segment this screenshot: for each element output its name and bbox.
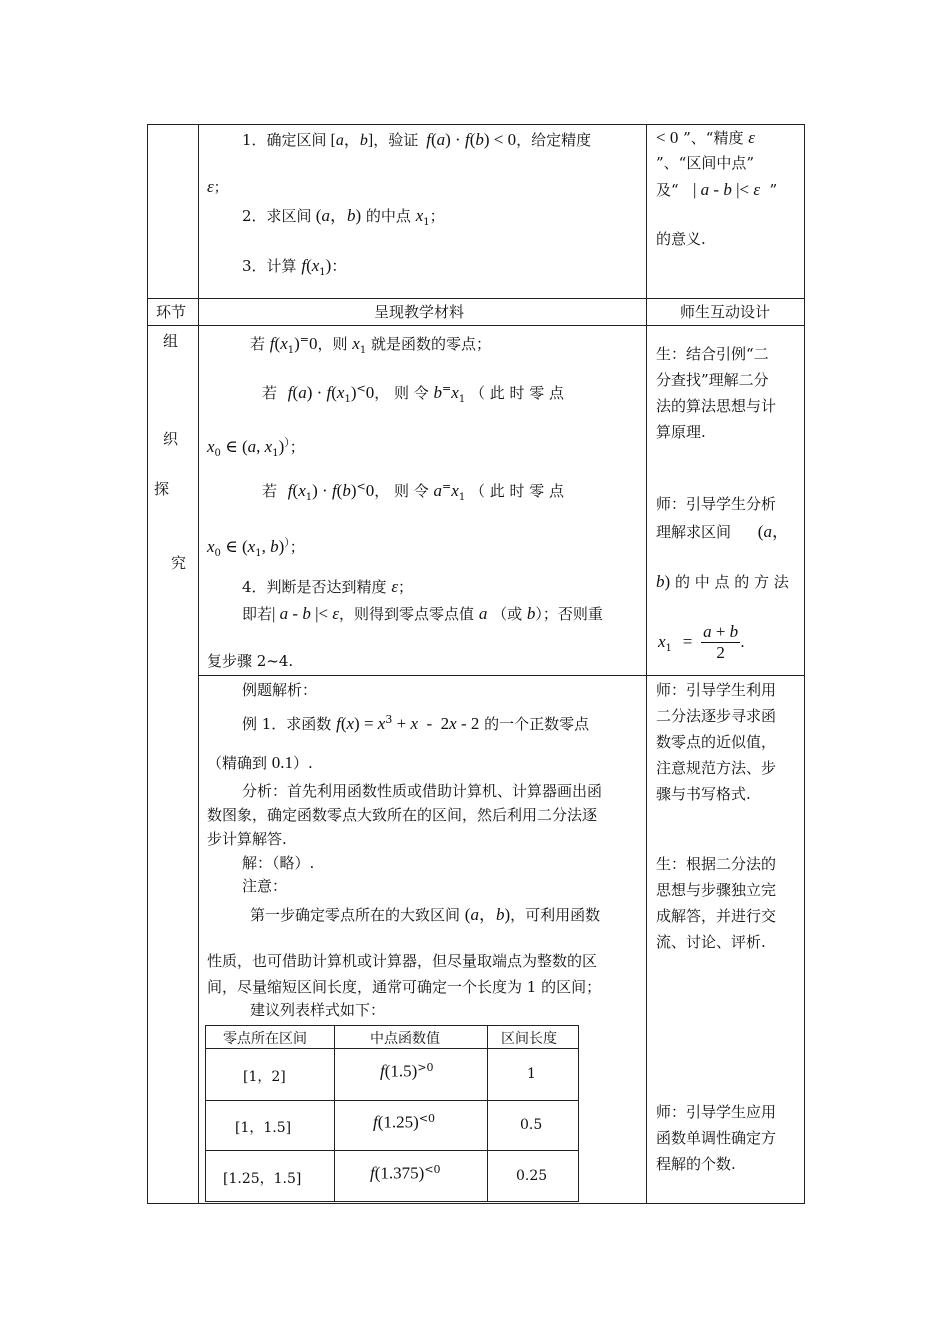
mid-right-5: 师：引导学生分析 [656,495,777,513]
case-right-interval: $x_0$ ∈ ($x_1$, b)）； [207,536,305,559]
stage-char-3: 探 [154,480,170,498]
table-cell-interval-2: [1，1.5] [235,1120,292,1136]
ex-right-4: 注意规范方法、步 [656,759,777,777]
case-right: 若 $f(x_1) \cdot f(b)^<0$， 则 令 $a^=x_1$ （ 此 时 零 点 [262,480,565,503]
midpoint-formula: $x_1$ = $\frac{a + b}{2}$ . [658,622,745,663]
case-left: 若 $f(a) \cdot f(x_1)^<0$， 则 令 $b^=x_1$ （ 此 时 零 点 [262,382,565,405]
table-cell-length-2: 0.5 [520,1117,543,1133]
solution: 解：（略）. [242,854,315,872]
note-3: 间，尽量缩短区间长度，通常可确定一个长度为 1 的区间； [207,978,602,996]
mid-right-3: 法的算法思想与计 [656,397,777,415]
step2-line: 2．求区间 (a，b) 的中点 $x_1$； [242,206,445,228]
table-cell-interval-1: [1，2] [243,1069,286,1085]
table-cell-mid-3: $f(1.375)^{<0}$ [370,1163,441,1183]
ex-right-10: 师：引导学生应用 [656,1103,777,1121]
step3-line: 3．计算 $f(x_1)$： [242,256,347,278]
table-cell-mid-2: $f(1.25)^{<0}$ [373,1112,436,1132]
stage-char-2: 织 [163,430,179,448]
stage-char-1: 组 [163,332,179,350]
top-right-1: < 0 ”、“精度 ε [656,128,755,147]
analysis-3: 步计算解答. [207,830,287,848]
ex-right-6: 生：根据二分法的 [656,855,777,873]
note-4: 建议列表样式如下： [250,1001,386,1019]
col-divider-2 [646,124,647,1204]
example-title: 例题解析： [242,681,318,699]
case-zero: 若 $f(x_1)^=0$，则 $x_1$ 就是函数的零点； [250,333,491,356]
mid-right-6: 理解求区间 (a， [656,522,789,541]
top-right-4: 的意义. [656,230,706,248]
step4-repeat: 复步骤 2~4. [207,652,294,670]
ex-right-12: 程解的个数. [656,1155,736,1173]
analysis-2: 数图象，确定函数零点大致所在的区间，然后利用二分法逐 [207,806,598,824]
row-divider-header-bottom [147,325,805,326]
example-1: 例 1．求函数 $f(x) = x^3 + x - 2x - 2$ 的一个正数零点 [242,713,590,733]
table-cell-length-3: 0.25 [516,1168,548,1184]
note-1: 第一步确定零点所在的大致区间 (a，b)，可利用函数 [250,905,601,924]
header-materials: 呈现教学材料 [374,303,465,321]
table-cell-length-1: 1 [527,1066,536,1082]
ex-right-9: 流、讨论、评析. [656,933,766,951]
analysis-1: 分析：首先利用函数性质或借助计算机、计算器画出函 [242,782,603,800]
step4-line: 4．判断是否达到精度 ε； [242,577,414,596]
table-header-midvalue: 中点函数值 [370,1031,440,1047]
step1-line: 1．确定区间 [a，b]，验证 f(a) · f(b) < 0，给定精度 [242,130,592,149]
step1-epsilon: ε； [207,177,228,196]
stage-char-4: 究 [171,554,187,572]
ex-right-1: 师：引导学生利用 [656,681,777,699]
ex-right-2: 二分法逐步寻求函 [656,707,777,725]
case-left-interval: $x_0$ ∈ (a, $x_1)^)$； [207,436,305,459]
bisection-table [205,1025,579,1202]
ex-right-8: 成解答，并进行交 [656,907,777,925]
table-header-interval: 零点所在区间 [223,1031,307,1047]
ex-right-3: 数零点的近似值， [656,733,777,751]
ex-right-11: 函数单调性确定方 [656,1129,777,1147]
mid-right-2: 分查找”理解二分 [656,371,769,389]
mid-right-4: 算原理. [656,423,706,441]
top-right-3: 及“ | a - b |< ε ” [656,180,778,199]
row-divider-header-top [147,298,805,299]
ex-right-7: 思想与步骤独立完 [656,881,777,899]
col-divider-1 [198,124,199,1204]
table-cell-interval-3: [1.25，1.5] [223,1171,302,1187]
example-1-precision: （精确到 0.1）. [207,753,313,772]
header-interaction: 师生互动设计 [680,303,771,321]
note-2: 性质，也可借助计算机或计算器，但尽量取端点为整数的区 [207,952,598,970]
table-cell-mid-1: $f(1.5)^{>0}$ [380,1061,434,1081]
table-header-length: 区间长度 [501,1031,557,1047]
header-stage: 环节 [156,303,187,321]
mid-right-1: 生：结合引例“二 [656,345,769,363]
step4-check: 即若| a - b |< ε，则得到零点零点值 a （或 b）；否则重 [242,604,603,623]
row-divider-example [198,675,805,676]
mid-right-7: b) 的 中 点 的 方 法 [656,572,789,591]
note-label: 注意： [242,877,288,895]
top-right-2: ”、“区间中点” [656,154,755,172]
ex-right-5: 骤与书写格式. [656,785,751,803]
